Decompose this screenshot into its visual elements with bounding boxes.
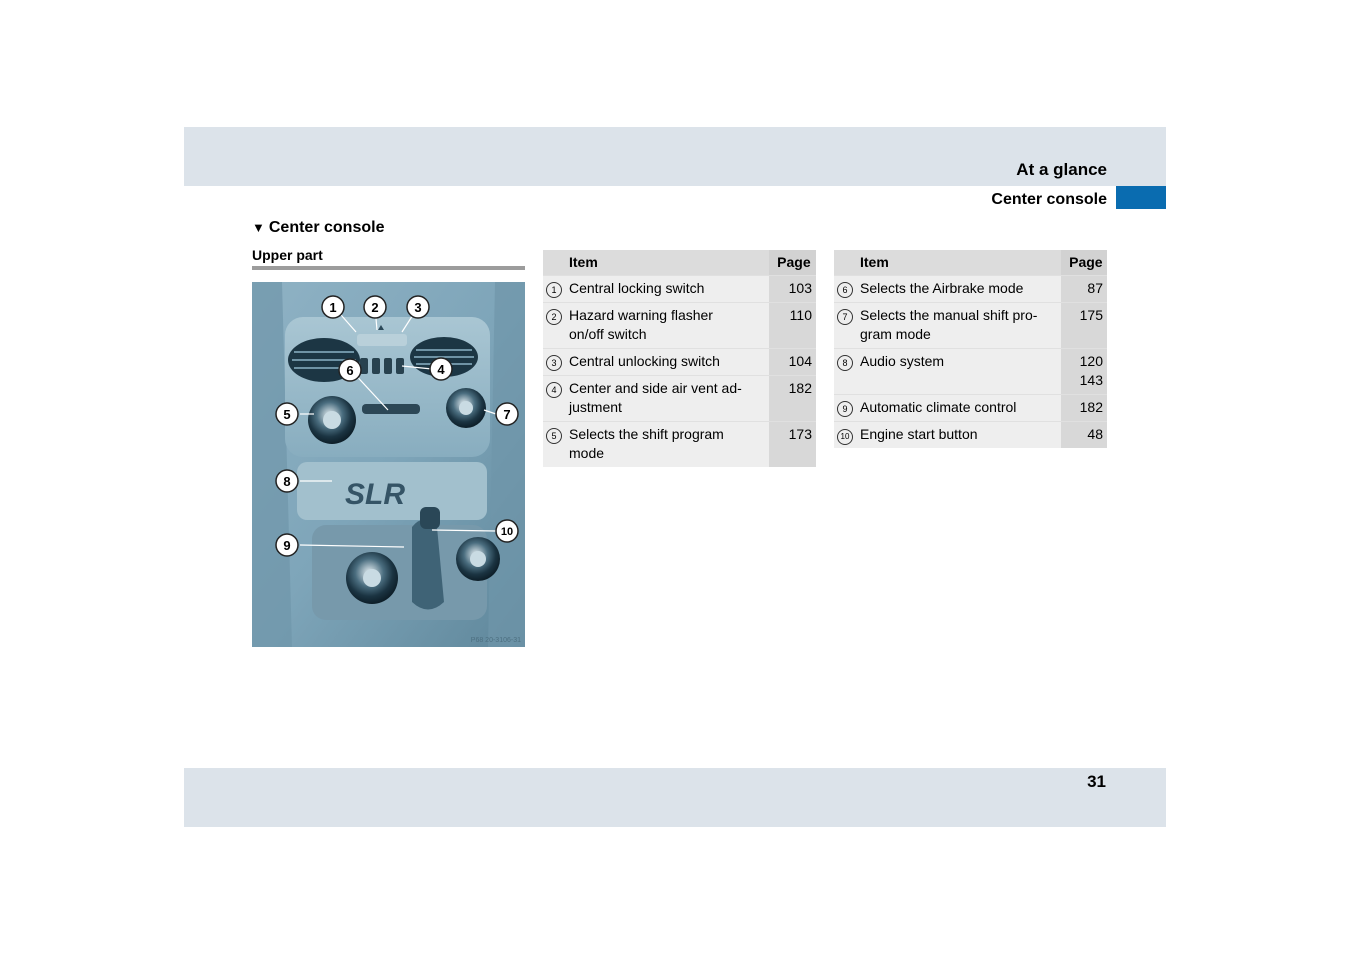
item-number: 3 [546,355,562,371]
callout-1 [322,296,344,318]
header-page: Page [1061,250,1107,276]
items-table-right [834,250,1107,448]
section-title: Center console [991,191,1107,208]
section-tab-marker [1116,186,1166,209]
triangle-down-icon: ▼ [252,220,265,235]
item-page: 182 [769,376,816,422]
item-description: Central locking switch [565,276,769,303]
item-number: 6 [837,282,853,298]
item-number: 10 [837,429,853,445]
svg-text:9: 9 [283,538,291,553]
chapter-title: At a glance [1016,160,1107,179]
item-description: Automatic climate control [856,395,1061,422]
table-header-row [834,250,1107,276]
subheading: Upper part [252,247,323,263]
item-description: Hazard warning flasher on/off switch [565,303,769,349]
item-description: Center and side air vent ad- justment [565,376,769,422]
table-row [834,303,1107,349]
callout-3 [407,296,429,318]
page-heading [252,219,384,237]
item-page: 104 [769,349,816,376]
item-number: 8 [837,355,853,371]
callout-7 [496,403,518,425]
item-description: Audio system [856,349,1061,395]
header-item: Item [856,250,1061,276]
item-description: Engine start button [856,422,1061,449]
item-page: 173 [769,422,816,468]
table-header-row [543,250,816,276]
table-row [543,422,816,468]
item-description: Selects the manual shift pro- gram mode [856,303,1061,349]
callout-9 [276,534,298,556]
svg-text:7: 7 [503,407,511,422]
svg-text:8: 8 [283,474,291,489]
callout-2 [364,296,386,318]
callout-5 [276,403,298,425]
table-row [834,422,1107,449]
table-row [543,349,816,376]
item-description: Selects the Airbrake mode [856,276,1061,303]
callout-6 [339,359,361,381]
header-item: Item [565,250,769,276]
item-page: 48 [1061,422,1107,449]
callout-4 [430,358,452,380]
photo-code: P68 20-3106-31 [470,637,521,644]
header-page: Page [769,250,816,276]
svg-text:5: 5 [283,407,291,422]
header-number-cell [543,250,565,276]
subheading-rule [252,266,525,270]
header-number-cell [834,250,856,276]
item-number: 5 [546,428,562,444]
svg-text:6: 6 [346,363,354,378]
callout-8 [276,470,298,492]
svg-text:4: 4 [437,362,445,377]
item-number: 7 [837,309,853,325]
callout-10 [496,520,518,542]
item-number: 2 [546,309,562,325]
slr-badge: SLR [345,478,405,511]
item-description: Central unlocking switch [565,349,769,376]
item-page: 103 [769,276,816,303]
table-row [543,376,816,422]
footer-band [184,768,1166,827]
table-row [834,276,1107,303]
center-console-photo [252,282,525,647]
item-number: 4 [546,382,562,398]
table-row [834,349,1107,395]
svg-text:3: 3 [414,300,422,315]
item-page: 120 143 [1061,349,1107,395]
item-page: 87 [1061,276,1107,303]
item-number: 9 [837,401,853,417]
item-number: 1 [546,282,562,298]
table-row [834,395,1107,422]
table-row [543,303,816,349]
item-page: 175 [1061,303,1107,349]
heading-text: Center console [268,219,385,236]
items-table-left [543,250,816,467]
svg-text:10: 10 [500,526,514,538]
item-page: 182 [1061,395,1107,422]
item-page: 110 [769,303,816,349]
svg-text:1: 1 [329,300,337,315]
item-description: Selects the shift program mode [565,422,769,468]
page-number: 31 [1087,772,1106,791]
svg-text:2: 2 [371,300,379,315]
table-row [543,276,816,303]
